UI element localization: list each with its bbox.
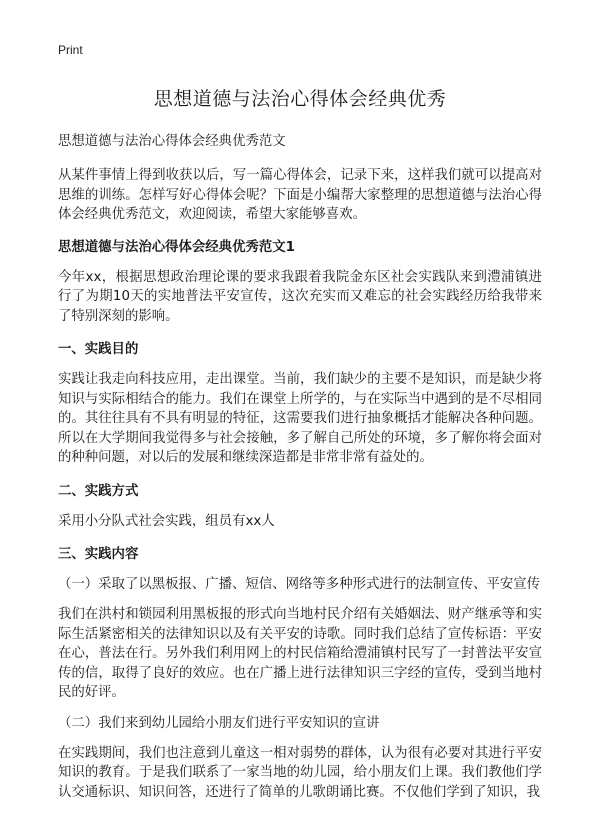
page-title: 思想道德与法治心得体会经典优秀: [153, 88, 447, 110]
content-item-1: （一）采取了以黑板报、广播、短信、网络等多种形式进行的法制宣传、平安宣传: [58, 577, 541, 592]
print-label[interactable]: Print: [58, 43, 83, 57]
content-item-2-paragraph: 在实践期间，我们也注意到儿童这一相对弱势的群体，认为很有必要对其进行平安知识的教育。于是我们联系了一家当地的幼儿园，给小朋友们上课。我们教他们学认交通标识、知识问答，还进行了简单的儿歌朗诵比赛。不仅他们学到了知识，我: [58, 745, 542, 800]
section-heading-content: 三、实践内容: [58, 547, 139, 562]
intro-paragraph: 从某件事情上得到收获以后，写一篇心得体会，记录下来，这样我们就可以提高对思维的训练。怎样写好心得体会呢？下面是小编帮大家整理的思想道德与法治心得体会经典优秀范文，欢迎阅读，希望大家能够喜欢。: [58, 168, 542, 222]
content-item-2: （二）我们来到幼儿园给小朋友们进行平安知识的宣讲: [58, 715, 380, 731]
essay-paragraph: 今年xx，根据思想政治理论课的要求我跟着我院金东区社会实践队来到澧浦镇进行了为期10天的实地普法平安宣传，这次充实而又难忘的社会实践经历给我带来了特别深刻的影响。: [58, 269, 542, 324]
content-item-1-paragraph: 我们在洪村和锁园利用黑板报的形式向当地村民介绍有关婚姻法、财产继承等和实际生活紧密相关的法律知识以及有关平安的诗歌。同时我们总结了宣传标语：平安在心，普法在行。另外我们利用网上的村民信箱给澧浦镇村民写了一封普法平安宣传的信，取得了良好的效应。也在广播上进行法律知识三字经的宣传，受到当地村民的好评。: [58, 607, 542, 700]
document-subtitle: 思想道德与法治心得体会经典优秀范文: [58, 134, 286, 149]
essay-heading: 思想道德与法治心得体会经典优秀范文1: [58, 239, 295, 255]
section-heading-method: 二、实践方式: [58, 483, 139, 499]
section-paragraph-purpose: 实践让我走向科技应用，走出课堂。当前，我们缺少的主要不是知识，而是缺少将知识与实际相结合的能力。我们在课堂上所学的，与在实际当中遇到的是不尽相同的。其往往具有不具有明显的特征，这需要我们进行抽象概括才能解决各种问题。所以在大学期间我觉得多与社会接触，多了解自己所处的环境，多了解你将会面对的种种问题，对以后的发展和继续深造都是非常非常有益处的。: [58, 372, 542, 465]
section-heading-purpose: 一、实践目的: [58, 342, 139, 357]
section-paragraph-method: 采用小分队式社会实践，组员有xx人: [58, 513, 275, 529]
